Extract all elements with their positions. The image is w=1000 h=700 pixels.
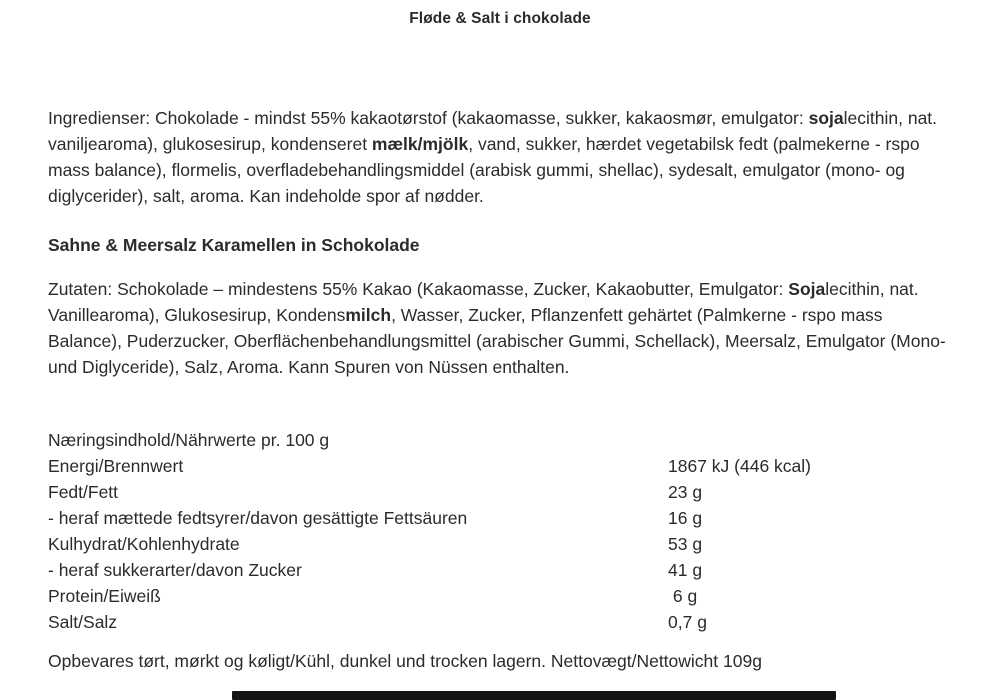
nutrient-label: - heraf sukkerarter/davon Zucker [48, 560, 302, 580]
table-row [48, 479, 951, 505]
nutrient-value: 6 g [668, 586, 698, 606]
german-ingredients-paragraph: Zutaten: Schokolade – mindestens 55% Kakao (Kakaomasse, Zucker, Kakaobutter, Emulgator: Sojalecithin, nat. Vanillearoma), Glukosesirup, Kondensmilch, Wasser, Zucker, Pflanzenfett gehärtet (Palmkerne - rspo mass Balance), Puderzucker, Oberflächenbehandlungsmittel (arabischer Gummi, Schellack), Meersalz, Emulgator (Mono- und Diglyceride), Salz, Aroma. Kann Spuren von Nüssen enthalten. [48, 278, 946, 377]
bottom-dark-strip [232, 691, 836, 700]
nutrient-label: Protein/Eiweiß [48, 586, 161, 606]
table-row [48, 453, 951, 479]
nutrient-label: - heraf mættede fedtsyrer/davon gesättigte Fettsäuren [48, 508, 468, 528]
nutrient-value: 23 g [668, 482, 703, 502]
nutrient-label: Energi/Brennwert [48, 456, 184, 476]
nutrient-label: Kulhydrat/Kohlenhydrate [48, 534, 240, 554]
nutrient-value: 0,7 g [668, 612, 707, 632]
table-row [48, 531, 951, 557]
nutrient-value: 53 g [668, 534, 703, 554]
table-row [48, 583, 951, 609]
nutrient-value: 16 g [668, 508, 703, 528]
nutrient-value: 41 g [668, 560, 703, 580]
page-title: Fløde & Salt i chokolade [409, 10, 591, 27]
danish-ingredients-paragraph: Ingredienser: Chokolade - mindst 55% kakaotørstof (kakaomasse, sukker, kakaosmør, emulgator: sojalecithin, nat. vaniljearoma), glukosesirup, kondenseret mælk/mjölk, vand, sukker, hærdet vegetabilsk fedt (palmekerne - rspo mass balance), flormelis, overfladebehandlingsmiddel (arabisk gummi, shellac), sydesalt, emulgator (mono- og diglycerider), salt, aroma. Kan indeholde spor af nødder. [48, 107, 938, 206]
table-row [48, 557, 951, 583]
nutrient-value: 1867 kJ (446 kcal) [668, 456, 811, 476]
nutrition-table-header: Næringsindhold/Nährwerte pr. 100 g [48, 430, 330, 450]
german-product-heading: Sahne & Meersalz Karamellen in Schokolade [48, 235, 420, 255]
table-row [48, 505, 951, 531]
nutrient-label: Salt/Salz [48, 612, 118, 632]
table-row [48, 609, 951, 635]
nutrient-label: Fedt/Fett [48, 482, 119, 502]
storage-and-net-weight-line: Opbevares tørt, mørkt og køligt/Kühl, dunkel und trocken lagern. Nettovægt/Nettowicht 109g [48, 651, 762, 671]
nutrition-table [48, 427, 951, 635]
